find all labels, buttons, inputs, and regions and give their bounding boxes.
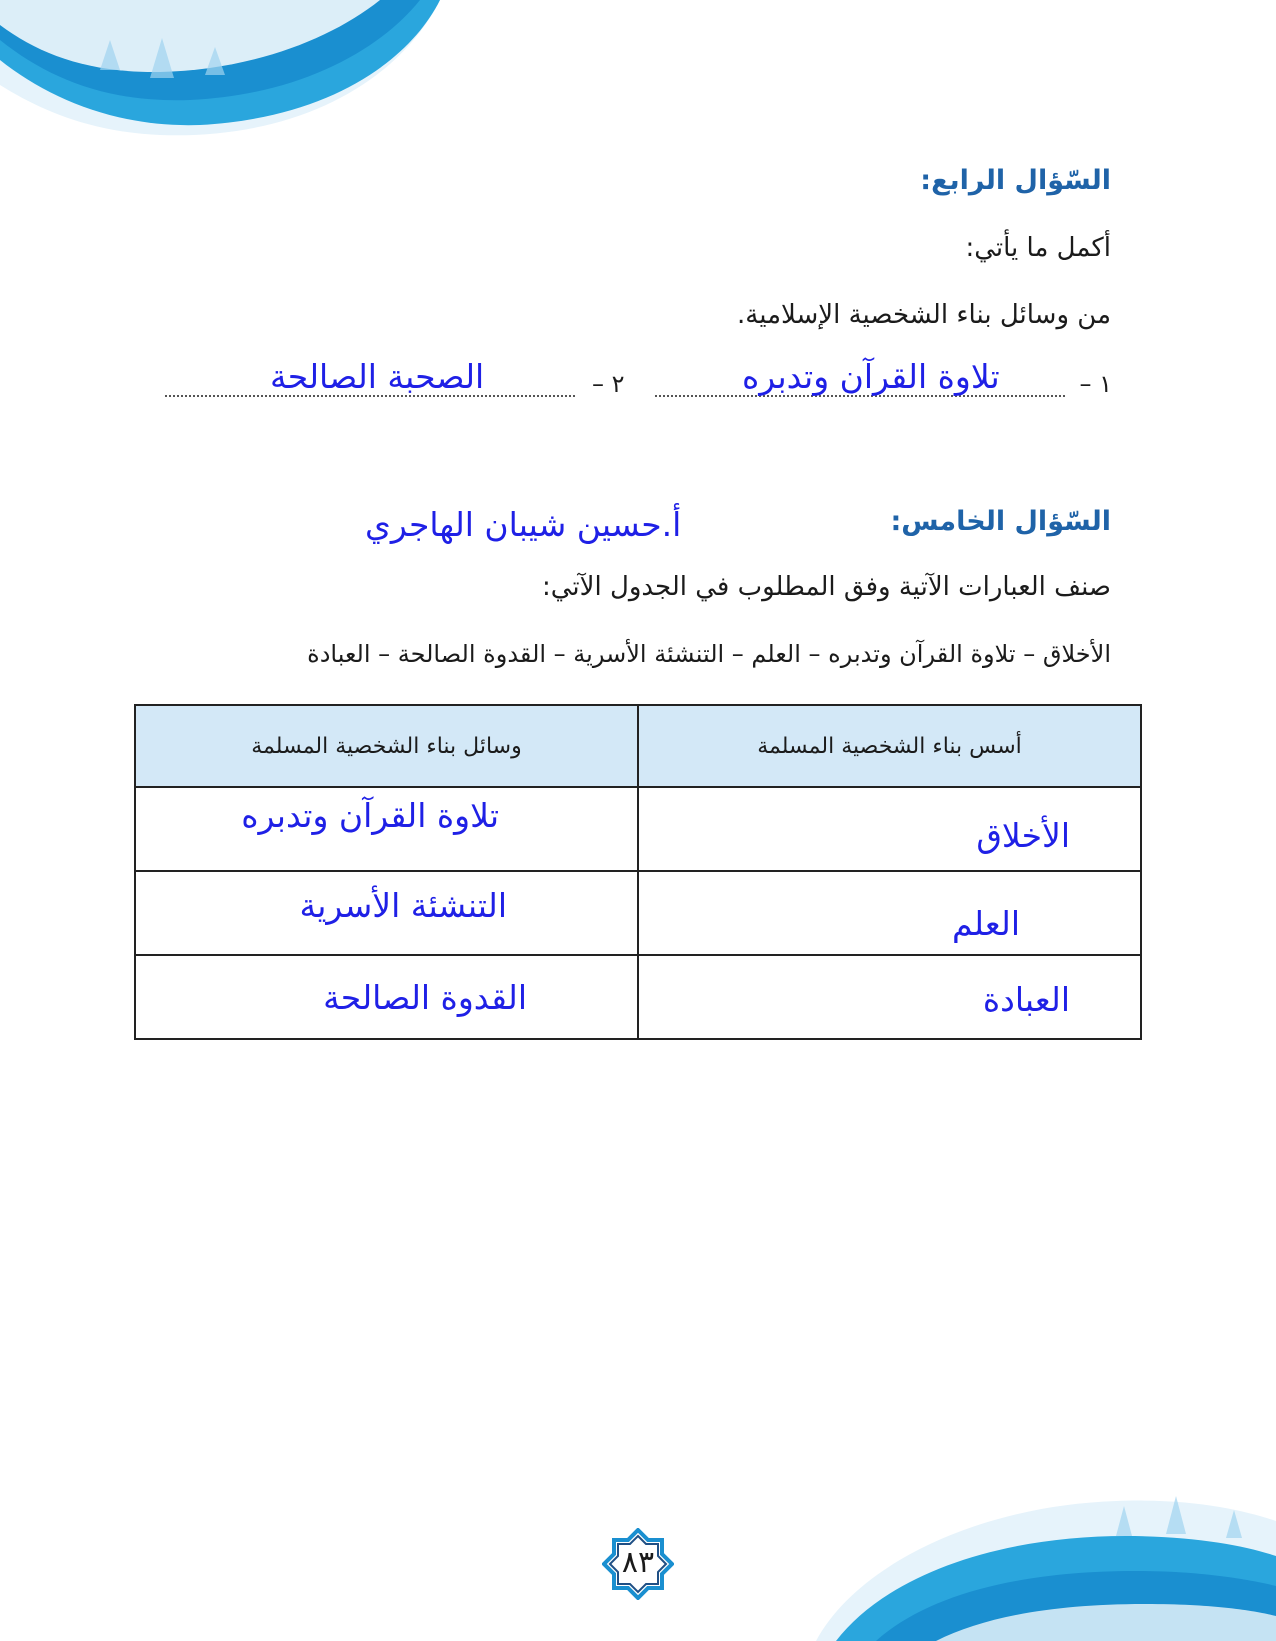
column-header-foundations: أسس بناء الشخصية المسلمة <box>638 705 1141 787</box>
corner-wave-decoration-top <box>0 0 440 150</box>
question-5-instruction: صنف العبارات الآتية وفق المطلوب في الجدول الآتي: <box>541 572 1111 602</box>
table-cell <box>638 871 1141 955</box>
table-cell <box>135 787 638 871</box>
column-header-means: وسائل بناء الشخصية المسلمة <box>135 705 638 787</box>
author-name-handwritten: أ.حسين شيبان الهاجري <box>365 505 682 544</box>
item-2-number: ٢ – <box>592 370 625 398</box>
page-number: ٨٣ <box>621 1545 655 1580</box>
question-5-terms: الأخلاق – تلاوة القرآن وتدبره – العلم – التنشئة الأسرية – القدوة الصالحة – العبادة <box>307 640 1111 668</box>
table-cell <box>638 787 1141 871</box>
table-cell <box>135 871 638 955</box>
handwritten-cell-answer: الأخلاق <box>976 816 1070 855</box>
table-row <box>135 955 1141 1039</box>
question-4-instruction: أكمل ما يأتي: <box>965 233 1111 263</box>
corner-wave-decoration-bottom <box>816 1476 1276 1641</box>
handwritten-cell-answer: تلاوة القرآن وتدبره <box>241 796 499 835</box>
table-cell <box>135 955 638 1039</box>
table-row <box>135 787 1141 871</box>
classification-table <box>134 704 1142 1040</box>
table-cell <box>638 955 1141 1039</box>
item-1-number: ١ – <box>1079 370 1112 398</box>
item-1-handwritten-answer: تلاوة القرآن وتدبره <box>742 357 1000 396</box>
question-5-heading: السّؤال الخامس: <box>890 506 1111 537</box>
item-2-handwritten-answer: الصحبة الصالحة <box>270 357 485 396</box>
handwritten-cell-answer: العبادة <box>982 980 1070 1019</box>
question-4-heading: السّؤال الرابع: <box>920 165 1111 196</box>
handwritten-cell-answer: القدوة الصالحة <box>323 978 527 1017</box>
table-header-row <box>135 705 1141 787</box>
table-row <box>135 871 1141 955</box>
question-4-prompt: من وسائل بناء الشخصية الإسلامية. <box>737 300 1111 330</box>
handwritten-cell-answer: العلم <box>951 904 1020 943</box>
handwritten-cell-answer: التنشئة الأسرية <box>299 886 507 925</box>
